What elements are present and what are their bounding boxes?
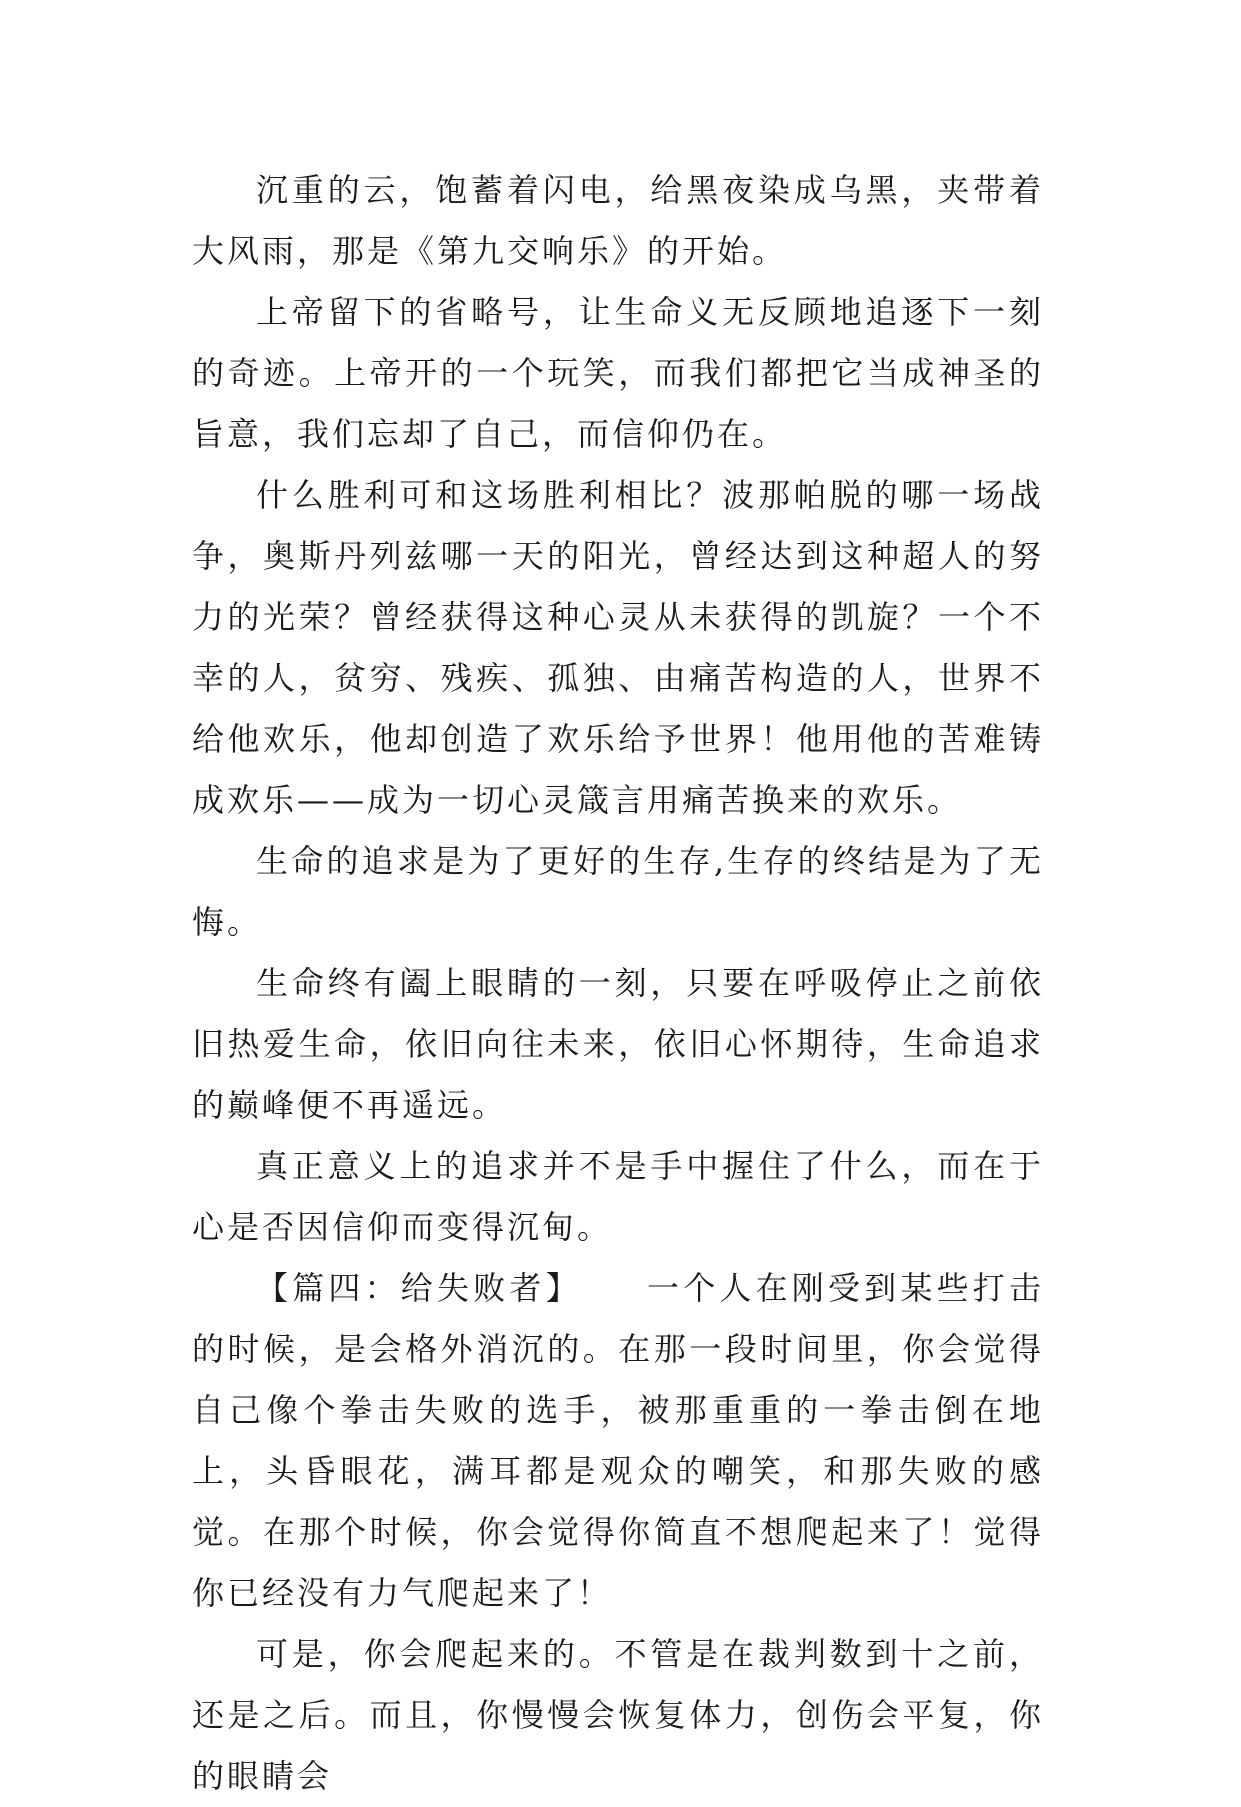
paragraph: 沉重的云，饱蓄着闪电，给黑夜染成乌黑，夹带着大风雨，那是《第九交响乐》的开始。 (192, 171, 1044, 270)
paragraph: 可是，你会爬起来的。不管是在裁判数到十之前，还是之后。而且，你慢慢会恢复体力，创伤会平复，你的眼睛会 (192, 1635, 1044, 1795)
section-heading: 【篇四：给失败者】 (256, 1269, 582, 1307)
paragraph: 生命终有阖上眼睛的一刻，只要在呼吸停止之前依旧热爱生命，依旧向往未来，依旧心怀期待，生命追求的巅峰便不再遥远。 (192, 964, 1044, 1124)
paragraph: 什么胜利可和这场胜利相比？波那帕脱的哪一场战争，奥斯丹列兹哪一天的阳光，曾经达到这种超人的努力的光荣？曾经获得这种心灵从未获得的凯旋？一个不幸的人，贫穷、残疾、孤独、由痛苦构造的人，世界不给他欢乐，他却创造了欢乐给予世界！他用他的苦难铸成欢乐——成为一切心灵箴言用痛苦换来的欢乐。 (192, 476, 1044, 819)
section-first-text: 一个人在刚受到某些打击的时候，是会格外消沉的。在那一段时间里，你会觉得自己像个拳击失败的选手，被那重重的一拳击倒在地上，头昏眼花，满耳都是观众的嘲笑，和那失败的感觉。在那个时候，你会觉得你简直不想爬起来了！觉得你已经没有力气爬起来了！ (192, 1269, 1044, 1612)
section-paragraph (192, 1258, 1044, 1624)
document-body (192, 160, 1044, 1807)
paragraph: 上帝留下的省略号，让生命义无反顾地追逐下一刻的奇迹。上帝开的一个玩笑，而我们都把它当成神圣的旨意，我们忘却了自己，而信仰仍在。 (192, 293, 1044, 453)
paragraph: 真正意义上的追求并不是手中握住了什么，而在于心是否因信仰而变得沉甸。 (192, 1147, 1044, 1246)
paragraph: 生命的追求是为了更好的生存,生存的终结是为了无悔。 (192, 842, 1044, 941)
